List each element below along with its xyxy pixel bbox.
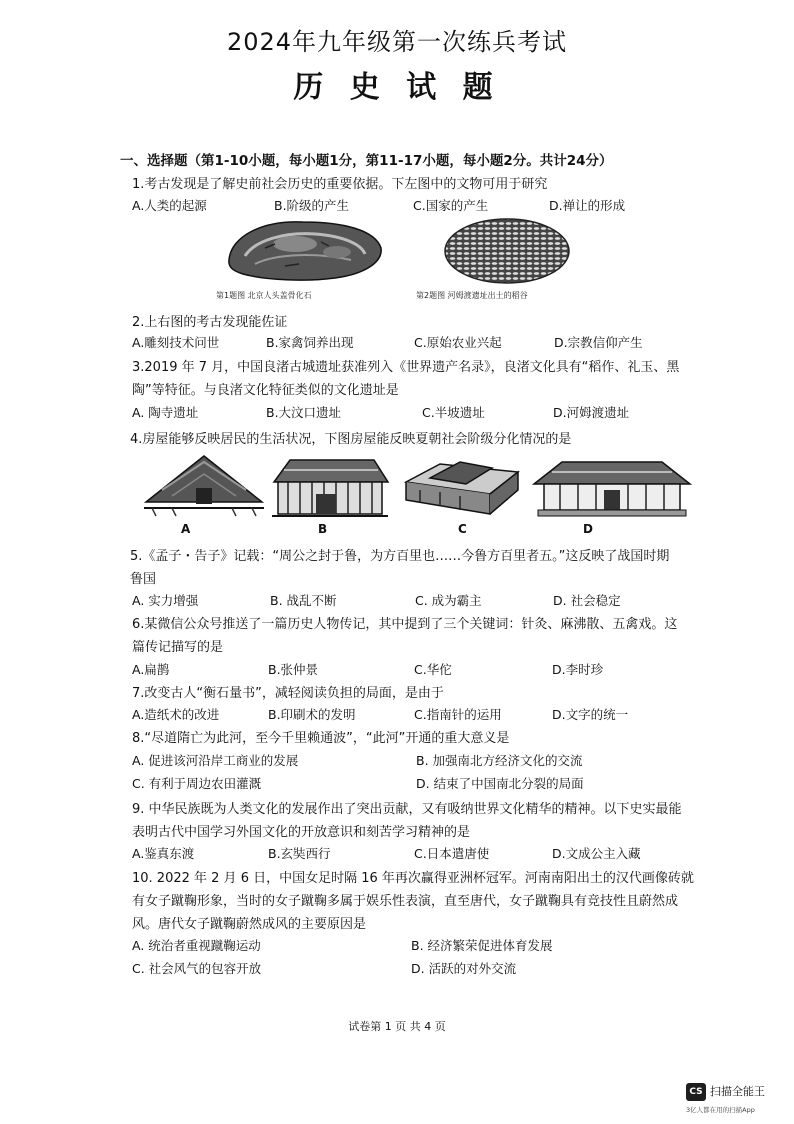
house-d-image	[532, 458, 692, 522]
q2-option-d: D.宗教信仰产生	[554, 335, 643, 350]
house-d-label: D	[583, 522, 593, 536]
figure-caption-right: 第2题图 河姆渡遗址出土的稻谷	[416, 291, 528, 300]
q5-line2: 鲁国	[130, 572, 157, 587]
q6-option-a: A.扁鹊	[132, 662, 170, 677]
q6-option-c: C.华佗	[414, 662, 452, 677]
q9-option-b: B.玄奘西行	[268, 846, 331, 861]
q10-option-d: D. 活跃的对外交流	[411, 961, 517, 976]
q3-option-a: A. 陶寺遗址	[132, 405, 199, 420]
q2-option-b: B.家禽饲养出现	[266, 335, 354, 350]
q1-stem: 1.考古发现是了解史前社会历史的重要依据。下左图中的文物可用于研究	[132, 177, 548, 192]
house-a-label: A	[181, 522, 191, 536]
q3-line1: 3.2019 年 7 月，中国良渚古城遗址获准列入《世界遗产名录》，良渚文化具有“稻作、礼玉、黑	[132, 360, 680, 375]
q3-option-c: C.半坡遗址	[422, 405, 485, 420]
q3-option-d: D.河姆渡遗址	[553, 405, 630, 420]
section-heading: 一、选择题（第1-10小题，每小题1分，第11-17小题，每小题2分。共计24分）	[120, 153, 613, 169]
q9-option-d: D.文成公主入藏	[552, 846, 641, 861]
q10-line2: 有女子蹴鞠形象，当时的女子蹴鞠多属于娱乐性表演，直至唐代，女子蹴鞠具有竞技性且蔚然成	[132, 894, 679, 909]
q2-option-a: A.雕刻技术问世	[132, 335, 220, 350]
q7-option-d: D.文字的统一	[552, 707, 629, 722]
q1-option-a: A.人类的起源	[132, 198, 207, 213]
q6-option-d: D.李时珍	[552, 662, 604, 677]
house-c-label: C	[458, 522, 467, 536]
skull-fossil-image	[225, 214, 385, 286]
q6-line1: 6.某微信公众号推送了一篇历史人物传记，其中提到了三个关键词：针灸、麻沸散、五禽戏。这	[132, 617, 678, 632]
q4-stem: 4.房屋能够反映居民的生活状况，下图房屋能反映夏朝社会阶级分化情况的是	[130, 432, 572, 447]
q9-option-a: A.鉴真东渡	[132, 846, 195, 861]
subject-title: 历 史 试 题	[293, 70, 501, 105]
q6-option-b: B.张仲景	[268, 662, 319, 677]
q10-option-a: A. 统治者重视蹴鞠运动	[132, 938, 261, 953]
q3-line2: 陶”等特征。与良渚文化特征类似的文化遗址是	[132, 383, 399, 398]
q5-option-c: C. 成为霸主	[415, 593, 482, 608]
house-b-image	[270, 456, 390, 522]
q8-option-c: C. 有利于周边农田灌溉	[132, 776, 262, 791]
house-b-label: B	[318, 522, 328, 536]
q8-option-b: B. 加强南北方经济文化的交流	[416, 753, 583, 768]
house-c-image	[400, 454, 524, 522]
q7-option-c: C.指南针的运用	[414, 707, 502, 722]
page-footer: 试卷第 1 页 共 4 页	[348, 1020, 446, 1033]
q3-option-b: B.大汶口遗址	[266, 405, 342, 420]
q5-option-a: A. 实力增强	[132, 593, 199, 608]
q10-option-b: B. 经济繁荣促进体育发展	[411, 938, 553, 953]
q7-option-a: A.造纸术的改进	[132, 707, 220, 722]
q1-option-b: B.阶级的产生	[274, 198, 350, 213]
q6-line2: 篇传记描写的是	[132, 640, 224, 655]
q7-option-b: B.印刷术的发明	[268, 707, 356, 722]
q5-option-d: D. 社会稳定	[553, 593, 621, 608]
scanner-tagline: 3亿人都在用的扫描App	[686, 1106, 755, 1114]
q7-stem: 7.改变古人“衡石量书”，减轻阅读负担的局面，是由于	[132, 686, 444, 701]
scanner-app-name: 扫描全能王	[710, 1085, 765, 1098]
q5-option-b: B. 战乱不断	[270, 593, 337, 608]
q5-line1: 5.《孟子・告子》记载：“周公之封于鲁，为方百里也……今鲁方百里者五。”这反映了战国时期	[130, 549, 670, 564]
q2-stem: 2.上右图的考古发现能佐证	[132, 315, 288, 330]
house-a-image	[142, 452, 266, 522]
q8-stem: 8.“尽道隋亡为此河，至今千里赖通波”，“此河”开通的重大意义是	[132, 731, 510, 746]
figure-caption-left: 第1题图 北京人头盖骨化石	[216, 291, 312, 300]
q9-option-c: C.日本遣唐使	[414, 846, 490, 861]
q1-option-c: C.国家的产生	[413, 198, 489, 213]
rice-grains-image	[442, 216, 572, 286]
q10-line1: 10. 2022 年 2 月 6 日，中国女足时隔 16 年再次赢得亚洲杯冠军。河南南阳出土的汉代画像砖就	[132, 871, 694, 886]
q2-option-c: C.原始农业兴起	[414, 335, 502, 350]
q9-line2: 表明古代中国学习外国文化的开放意识和刻苦学习精神的是	[132, 825, 471, 840]
camscanner-logo-icon: CS	[686, 1083, 706, 1101]
q10-line3: 风。唐代女子蹴鞠蔚然成风的主要原因是	[132, 917, 367, 932]
q10-option-c: C. 社会风气的包容开放	[132, 961, 262, 976]
q1-option-d: D.禅让的形成	[549, 198, 626, 213]
exam-title: 2024年九年级第一次练兵考试	[226, 28, 568, 56]
q8-option-a: A. 促进该河沿岸工商业的发展	[132, 753, 299, 768]
q9-line1: 9. 中华民族既为人类文化的发展作出了突出贡献，又有吸纳世界文化精华的精神。以下史实最能	[132, 802, 682, 817]
q8-option-d: D. 结束了中国南北分裂的局面	[416, 776, 584, 791]
